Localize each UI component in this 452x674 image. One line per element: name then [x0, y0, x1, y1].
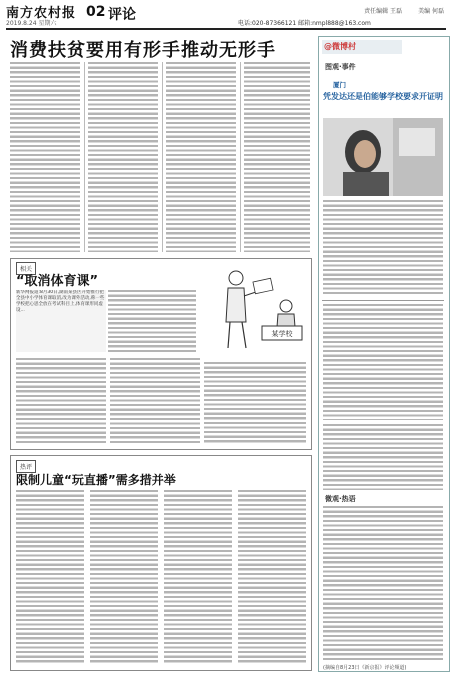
sidebar-comments-2: [323, 424, 443, 490]
hot-comment-col-2: [90, 490, 158, 664]
issue-date: 2019.8.24 星期六: [6, 20, 57, 27]
editor-credit: 责任编辑 王磊: [364, 8, 402, 15]
column-divider: [162, 62, 163, 252]
sidebar-article-body: [323, 200, 443, 296]
hot-comment-col-1: [16, 490, 84, 664]
paper-name: 南方农村报: [6, 6, 77, 21]
related-lead: 新华网报道:8月30日,湖南某县区开始推行把全县中小学体育课取消,改为课外活动,称一些学校把心思全放在考试科目上,体育课形同虚设...: [16, 290, 106, 352]
main-headline: 消费扶贫要用有形手推动无形手: [10, 40, 276, 61]
section-name: 评论: [108, 7, 136, 23]
sidebar-location: 厦门: [333, 81, 346, 89]
main-article-col-2: [88, 62, 158, 252]
sidebar-quotes-body: [323, 506, 443, 660]
main-article-col-4: [244, 62, 310, 252]
page-header: [0, 0, 452, 30]
related-col-1: [16, 358, 106, 444]
hot-comment-tag: 热评: [16, 460, 36, 473]
column-divider: [240, 62, 241, 252]
column-divider: [84, 62, 85, 252]
contact-info: 电话:020-87366121 邮箱:nmpl888@163.com: [238, 20, 371, 27]
related-col-top: [108, 290, 196, 352]
main-article-col-3: [166, 62, 236, 252]
sidebar-article-title: 凭发达还是伯能够学校要求开证明: [323, 92, 443, 101]
weibo-village-tag: @微博村: [322, 40, 402, 54]
related-tag: 相关: [16, 262, 36, 275]
related-col-3: [204, 362, 306, 444]
related-col-2: [110, 358, 200, 444]
school-sign-text: 某学校: [271, 330, 293, 338]
cartoon-illustration: [200, 262, 306, 358]
sidebar-section-events: 图观·事件: [325, 63, 356, 71]
sidebar-comments-1: [323, 304, 443, 420]
designer-credit: 美编 何磊: [418, 8, 444, 15]
hot-comment-col-3: [164, 490, 232, 664]
related-title: “取消体育课”: [16, 274, 99, 289]
header-rule: [6, 28, 446, 30]
sidebar-divider: [322, 300, 444, 301]
hot-comment-title: 限制儿童“玩直播”需多措并举: [16, 473, 176, 487]
sidebar-section-quotes: 微观·热语: [325, 495, 356, 503]
sidebar-footnote: (摘编自8月23日《新京报》评论频道): [323, 665, 407, 671]
page-number: 02: [86, 4, 106, 20]
main-article-col-1: [10, 62, 80, 252]
hot-comment-col-4: [238, 490, 306, 664]
sidebar-photo: [323, 118, 443, 196]
